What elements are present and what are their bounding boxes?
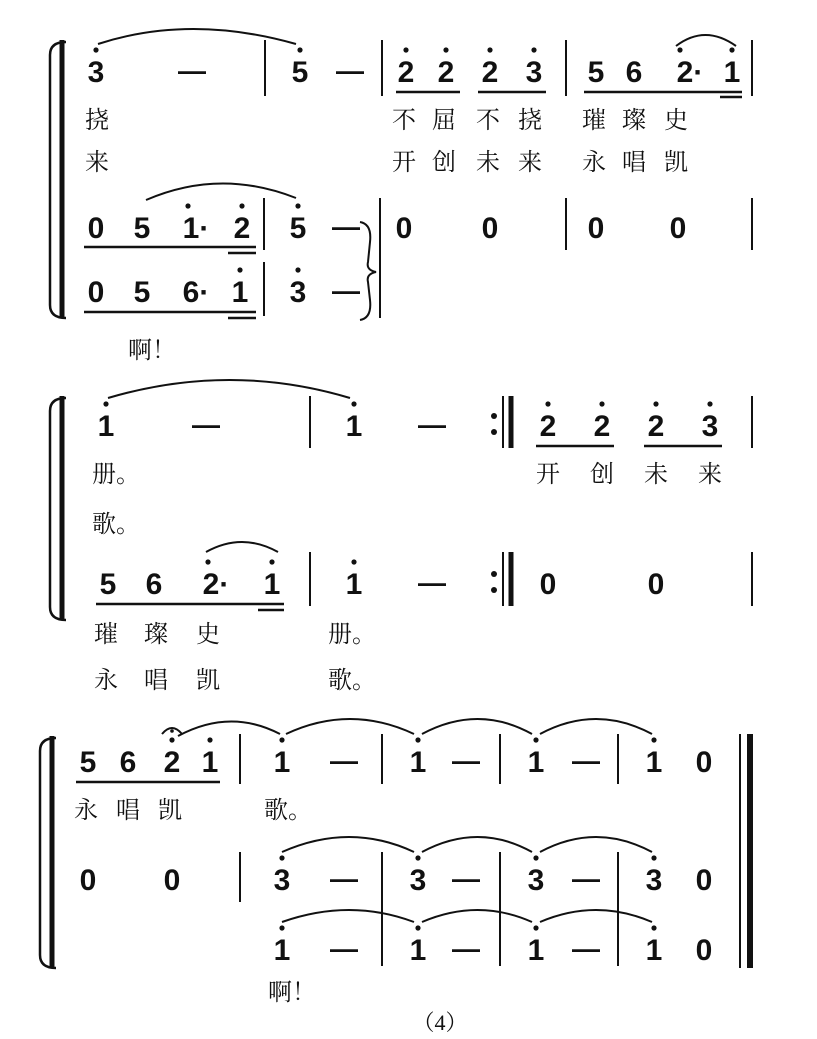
dash: — (330, 933, 358, 964)
slur (146, 183, 296, 200)
octave-dot (707, 401, 712, 406)
rest: 0 (163, 864, 181, 897)
dash: — (452, 933, 480, 964)
staff-top (98, 380, 752, 448)
octave-dot (351, 401, 356, 406)
lyric-char: 册。 (328, 620, 376, 648)
note: 5 (133, 212, 151, 245)
lyric-char: 创 (432, 148, 456, 176)
staff-bottom-lower (84, 262, 360, 364)
octave-dot (239, 203, 244, 208)
note: 1 (723, 56, 741, 89)
system-1 (50, 29, 752, 364)
note: 1 (527, 934, 545, 967)
lyric-char: 凯 (158, 796, 182, 824)
octave-dot (729, 47, 734, 52)
octave-dot (531, 47, 536, 52)
lyric-char: 史 (664, 106, 688, 134)
system-2 (50, 380, 752, 694)
staff-bottom-upper (80, 837, 713, 966)
slur (422, 837, 532, 852)
lyric-char: 开 (392, 148, 416, 176)
note: 6 (145, 568, 163, 601)
repeat-dot (491, 429, 497, 435)
slur (108, 380, 350, 398)
note: 1· (182, 212, 210, 245)
lyrics-top (92, 460, 722, 538)
lyrics-top (74, 796, 312, 824)
note: 2· (202, 568, 230, 601)
slur (540, 719, 652, 734)
staff-bottom-lower (268, 910, 712, 1006)
note: 2 (593, 410, 611, 443)
note: 5 (291, 56, 309, 89)
lyric-exclamation: 啊！ (128, 336, 176, 364)
lyric-char: 挠 (85, 106, 109, 134)
dash: — (572, 863, 600, 894)
rest: 0 (695, 864, 713, 897)
lyric-char: 来 (698, 460, 722, 488)
octave-dot (533, 855, 538, 860)
lyric-char: 开 (536, 460, 560, 488)
octave-dot (533, 925, 538, 930)
note: 3 (87, 56, 105, 89)
octave-dot (651, 855, 656, 860)
dash: — (330, 863, 358, 894)
octave-dot (185, 203, 190, 208)
octave-dot (205, 559, 210, 564)
octave-dot (599, 401, 604, 406)
slur (282, 910, 414, 922)
octave-dot (653, 401, 658, 406)
lyric-char: 未 (644, 460, 668, 488)
octave-dot (403, 47, 408, 52)
lyric-char: 永 (74, 796, 98, 824)
voice-brace (360, 222, 376, 320)
note: 2 (539, 410, 557, 443)
dash: — (418, 567, 446, 598)
note: 1 (645, 746, 663, 779)
octave-dot (443, 47, 448, 52)
note: 5 (133, 276, 151, 309)
note: 0 (87, 212, 105, 245)
octave-dot (295, 267, 300, 272)
octave-dot (295, 203, 300, 208)
staff-top (76, 719, 712, 784)
note: 1 (345, 568, 363, 601)
staff-top (88, 29, 752, 97)
octave-dot (237, 267, 242, 272)
note: 2 (233, 212, 251, 245)
octave-dot (677, 47, 682, 52)
lyric-char: 册。 (92, 460, 140, 488)
rest: 0 (539, 568, 557, 601)
octave-dot (279, 737, 284, 742)
note: 5 (587, 56, 605, 89)
note: 6 (119, 746, 137, 779)
slur (282, 837, 414, 852)
lyric-char: 史 (196, 620, 220, 648)
slur (540, 910, 652, 922)
note: 1 (263, 568, 281, 601)
octave-dot (207, 737, 212, 742)
dash: — (332, 275, 360, 306)
note: 6 (625, 56, 643, 89)
rest: 0 (395, 212, 413, 245)
note: 2· (676, 56, 704, 89)
note: 2 (437, 56, 455, 89)
lyric-char: 璀 (582, 106, 606, 134)
lyric-char: 创 (590, 460, 614, 488)
system-3 (40, 719, 750, 1006)
slur (206, 542, 278, 552)
lyric-char: 永 (582, 148, 606, 176)
lyric-char: 歌。 (92, 510, 140, 538)
dash: — (572, 745, 600, 776)
lyric-char: 不 (476, 106, 500, 134)
rest: 0 (481, 212, 499, 245)
page-number: （4） (412, 1010, 468, 1035)
note: 1 (201, 746, 219, 779)
slur (676, 35, 736, 46)
rest: 0 (695, 746, 713, 779)
fermata-dot (170, 729, 174, 733)
slur (178, 721, 280, 736)
dash: — (572, 933, 600, 964)
lyric-char: 凯 (196, 666, 220, 694)
note: 2 (647, 410, 665, 443)
lyric-char: 未 (476, 148, 500, 176)
octave-dot (487, 47, 492, 52)
octave-dot (103, 401, 108, 406)
note: 3 (525, 56, 543, 89)
note: 1 (409, 934, 427, 967)
lyric-char: 歌。 (264, 796, 312, 824)
dash: — (192, 409, 220, 440)
lyric-char: 不 (392, 106, 416, 134)
octave-dot (93, 47, 98, 52)
note: 1 (345, 410, 363, 443)
dash: — (330, 745, 358, 776)
octave-dot (297, 47, 302, 52)
note: 2 (397, 56, 415, 89)
lyric-char: 挠 (518, 106, 542, 134)
repeat-dot (491, 571, 497, 577)
lyric-char: 唱 (116, 796, 140, 824)
lyric-char: 璨 (622, 106, 646, 134)
octave-dot (415, 855, 420, 860)
lyric-char: 璨 (144, 620, 168, 648)
rest: 0 (669, 212, 687, 245)
lyric-char: 永 (94, 666, 118, 694)
octave-dot (545, 401, 550, 406)
note: 3 (289, 276, 307, 309)
note: 1 (97, 410, 115, 443)
octave-dot (279, 925, 284, 930)
staff-bottom (96, 542, 752, 610)
note: 5 (289, 212, 307, 245)
dash: — (178, 55, 206, 86)
note: 1 (231, 276, 249, 309)
octave-dot (651, 925, 656, 930)
note: 0 (87, 276, 105, 309)
repeat-dot (491, 587, 497, 593)
note: 3 (645, 864, 663, 897)
lyric-char: 来 (85, 148, 109, 176)
octave-dot (533, 737, 538, 742)
lyric-char: 凯 (664, 148, 688, 176)
note: 1 (409, 746, 427, 779)
note: 6· (182, 276, 210, 309)
repeat-dot (491, 413, 497, 419)
slur (422, 719, 532, 734)
note: 3 (701, 410, 719, 443)
lyric-exclamation: 啊！ (268, 978, 316, 1006)
lyrics-top (85, 106, 688, 176)
octave-dot (169, 737, 174, 742)
dash: — (418, 409, 446, 440)
rest: 0 (79, 864, 97, 897)
note: 1 (527, 746, 545, 779)
rest: 0 (647, 568, 665, 601)
lyrics-bottom (94, 620, 376, 694)
note: 2 (163, 746, 181, 779)
note: 5 (99, 568, 117, 601)
octave-dot (415, 737, 420, 742)
octave-dot (415, 925, 420, 930)
octave-dot (279, 855, 284, 860)
note: 3 (527, 864, 545, 897)
dash: — (452, 863, 480, 894)
octave-dot (269, 559, 274, 564)
rest: 0 (695, 934, 713, 967)
dash: — (452, 745, 480, 776)
lyric-char: 唱 (622, 148, 646, 176)
octave-dot (351, 559, 356, 564)
note: 2 (481, 56, 499, 89)
lyric-char: 屈 (432, 106, 456, 134)
octave-dot (651, 737, 656, 742)
rest: 0 (587, 212, 605, 245)
dash: — (336, 55, 364, 86)
note: 3 (273, 864, 291, 897)
note: 3 (409, 864, 427, 897)
lyric-char: 来 (518, 148, 542, 176)
slur (422, 910, 532, 922)
note: 1 (645, 934, 663, 967)
dash: — (332, 211, 360, 242)
lyric-char: 歌。 (328, 666, 376, 694)
slur (286, 719, 414, 734)
note: 5 (79, 746, 97, 779)
note: 1 (273, 934, 291, 967)
note: 1 (273, 746, 291, 779)
lyric-char: 唱 (144, 666, 168, 694)
lyric-char: 璀 (94, 620, 118, 648)
slur (540, 837, 652, 852)
slur (98, 29, 296, 44)
